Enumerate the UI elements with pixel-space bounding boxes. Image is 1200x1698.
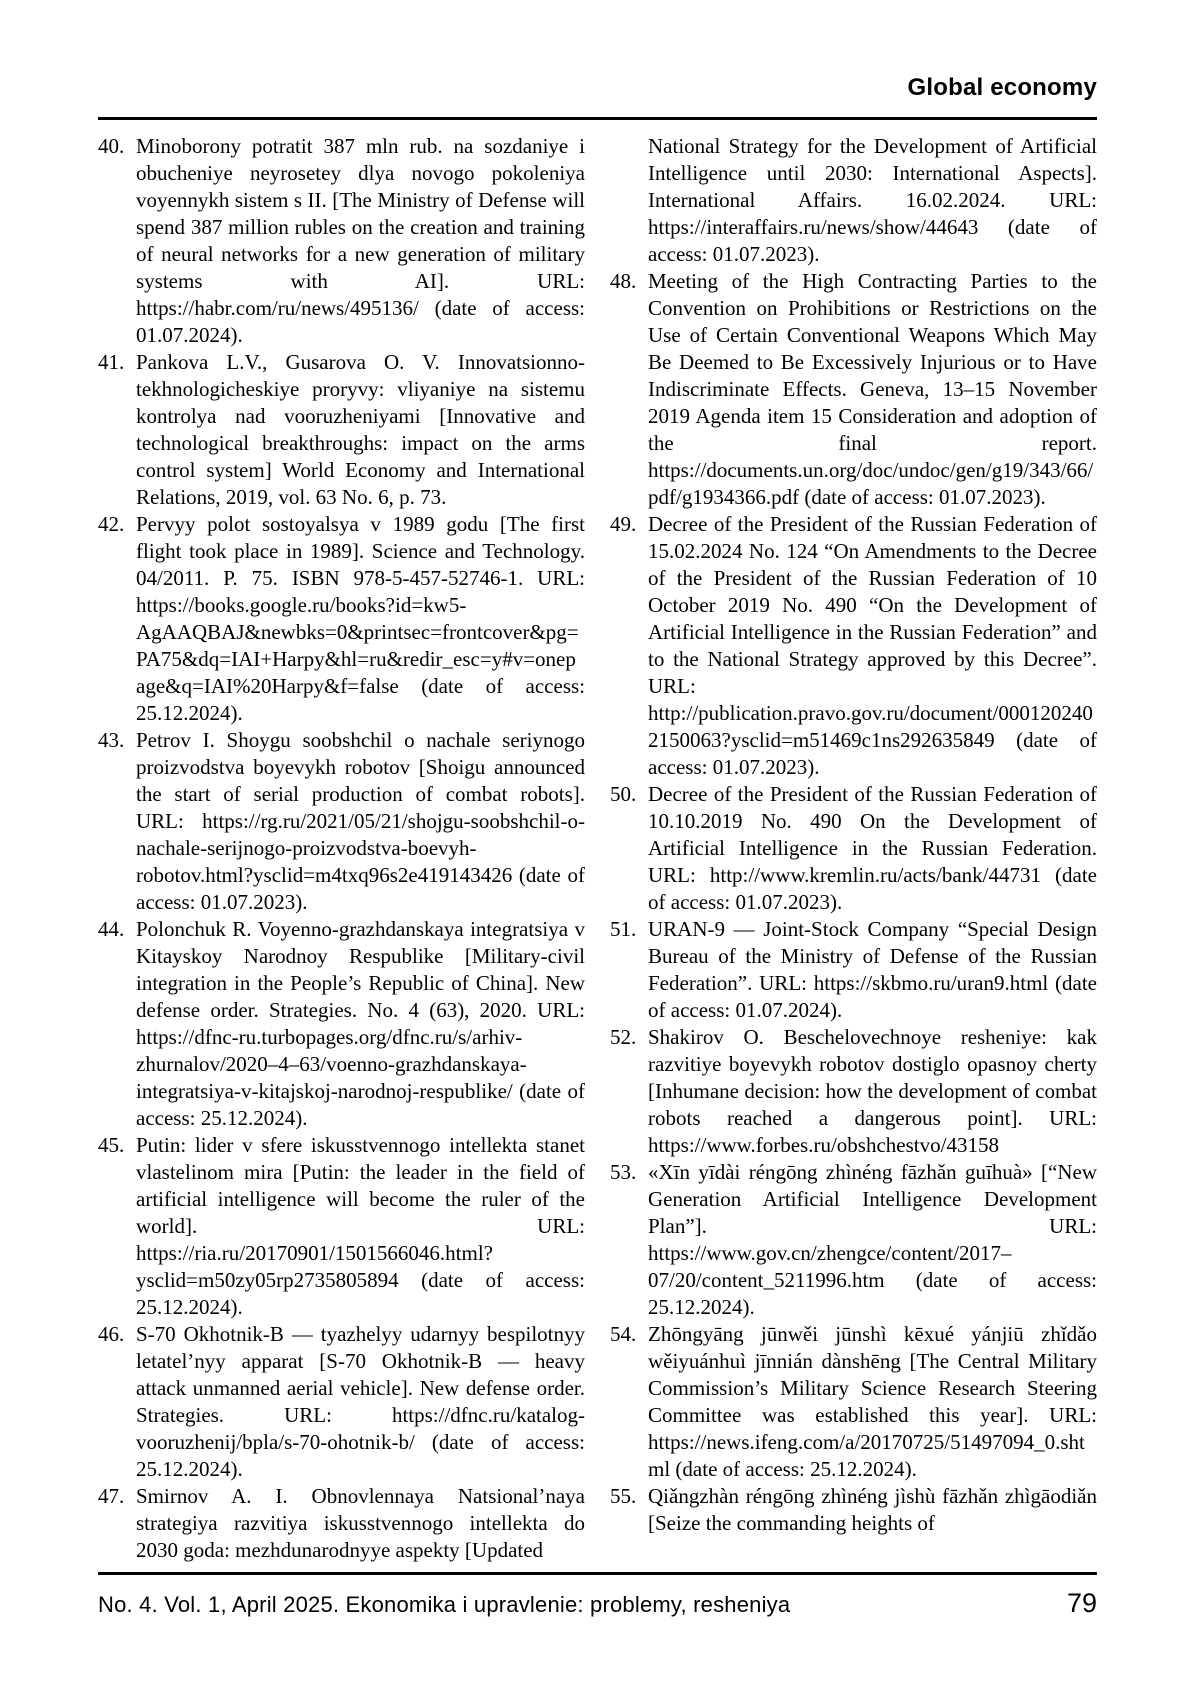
reference-number: 43. <box>98 728 125 752</box>
reference-text: Qiǎngzhàn réngōng zhìnéng jìshù fāzhǎn zhìgāodiǎn [Seize the commanding heights of <box>648 1484 1097 1535</box>
section-title: Global economy <box>907 74 1097 101</box>
header-divider <box>98 117 1097 120</box>
reference-item-43 <box>98 727 585 916</box>
reference-item-42 <box>98 511 585 727</box>
reference-text: «Xīn yīdài réngōng zhìnéng fāzhǎn guīhuà» [“New Generation Artificial Intelligence Development Plan”]. URL: https://www.gov.cn/zhengce/content/2017–07/20/content_5211996.htm (date of access: 25.12.2024). <box>648 1160 1097 1319</box>
reference-text: National Strategy for the Development of Artificial Intelligence until 2030: International Aspects]. International Affairs. 16.02.2024. URL: https://interaffairs.ru/news/show/44643 (date of access: 01.07.2023). <box>648 134 1097 266</box>
reference-number: 45. <box>98 1133 125 1157</box>
reference-item-47-continuation <box>610 133 1097 268</box>
reference-number: 51. <box>610 917 637 941</box>
reference-item-55 <box>610 1483 1097 1537</box>
reference-text: Minoborony potratit 387 mln rub. na sozdaniye i obucheniye neyrosetey dlya novogo pokoleniya voyennykh sistem s II. [The Ministry of Defense will spend 387 million rubles on the creation and training of neural networks for a new generation of military systems with AI]. URL: https://habr.com/ru/news/495136/ (date of access: 01.07.2024). <box>136 134 585 347</box>
reference-text: Smirnov A. I. Obnovlennaya Natsional’naya strategiya razvitiya iskusstvennogo intellekta do 2030 goda: mezhdunarodnyye aspekty [Updated <box>136 1484 585 1562</box>
page-footer <box>98 1588 1097 1619</box>
reference-item-54 <box>610 1321 1097 1483</box>
reference-item-44 <box>98 916 585 1132</box>
reference-item-46 <box>98 1321 585 1483</box>
reference-number: 48. <box>610 269 637 293</box>
journal-issue-line: No. 4. Vol. 1, April 2025. Ekonomika i upravlenie: problemy, resheniya <box>98 1592 791 1617</box>
reference-text: S-70 Okhotnik-B — tyazhelyy udarnyy bespilotnyy letatel’nyy apparat [S-70 Okhotnik-B — heavy attack unmanned aerial vehicle]. New defense order. Strategies. URL: https://dfnc.ru/katalog-vooruzhenij/bpla/s-70-ohotnik-b/ (date of access: 25.12.2024). <box>136 1322 585 1481</box>
reference-item-52 <box>610 1024 1097 1159</box>
reference-number: 44. <box>98 917 125 941</box>
reference-number <box>610 133 648 268</box>
reference-number: 52. <box>610 1025 637 1049</box>
reference-item-45 <box>98 1132 585 1321</box>
reference-item-40 <box>98 133 585 349</box>
reference-item-53 <box>610 1159 1097 1321</box>
reference-item-41 <box>98 349 585 511</box>
page-number: 79 <box>1066 1588 1097 1618</box>
reference-text: Polonchuk R. Voyenno-grazhdanskaya integratsiya v Kitayskoy Narodnoy Respublike [Military-civil integration in the People’s Republic of China]. New defense order. Strategies. No. 4 (63), 2020. URL: https://dfnc-ru.turbopages.org/dfnc.ru/s/arhiv-zhurnalov/2020–4–63/voenno-grazhdanskaya-integratsiya-v-kitajskoj-narodnoj-respublike/ (date of access: 25.12.2024). <box>136 917 585 1130</box>
references-left-column <box>98 133 585 1564</box>
reference-number: 55. <box>610 1484 637 1508</box>
reference-text: Zhōngyāng jūnwěi jūnshì kēxué yánjiū zhǐdǎo wěiyuánhuì jīnnián dànshēng [The Central Military Commission’s Military Science Research Steering Committee was established this year]. URL: https://news.ifeng.com/a/20170725/51497094_0.shtml (date of access: 25.12.2024). <box>648 1322 1097 1481</box>
reference-number: 42. <box>98 512 125 536</box>
reference-text: Shakirov O. Beschelovechnoye resheniye: kak razvitiye boyevykh robotov dostiglo opasnoy cherty [Inhumane decision: how the development of combat robots reached a dangerous point]. URL: https://www.forbes.ru/obshchestvo/43158 <box>648 1025 1097 1157</box>
reference-number: 54. <box>610 1322 637 1346</box>
reference-item-47 <box>98 1483 585 1564</box>
footer-divider <box>98 1572 1097 1575</box>
references-right-column <box>610 133 1097 1564</box>
reference-number: 41. <box>98 350 125 374</box>
reference-text: URAN-9 — Joint-Stock Company “Special Design Bureau of the Ministry of Defense of the Russian Federation”. URL: https://skbmo.ru/uran9.html (date of access: 01.07.2024). <box>648 917 1097 1022</box>
reference-number: 47. <box>98 1484 125 1508</box>
reference-text: Meeting of the High Contracting Parties to the Convention on Prohibitions or Restrictions on the Use of Certain Conventional Weapons Which May Be Deemed to Be Excessively Injurious or to Have Indiscriminate Effects. Geneva, 13–15 November 2019 Agenda item 15 Consideration and adoption of the final report. https://documents.un.org/doc/undoc/gen/g19/343/66/pdf/g1934366.pdf (date of access: 01.07.2023). <box>648 269 1097 509</box>
reference-text: Petrov I. Shoygu soobshchil o nachale seriynogo proizvodstva boyevykh robotov [Shoigu announced the start of serial production of combat robots]. URL: https://rg.ru/2021/05/21/shojgu-soobshchil-o-nachale-serijnogo-proizvodstva-boevyh-robotov.html?ysclid=m4txq96s2e419143426 (date of access: 01.07.2023). <box>136 728 585 914</box>
reference-item-49 <box>610 511 1097 781</box>
reference-number: 53. <box>610 1160 637 1184</box>
reference-text: Pervyy polot sostoyalsya v 1989 godu [The first flight took place in 1989]. Science and Technology. 04/2011. P. 75. ISBN 978-5-457-52746-1. URL: https://books.google.ru/books?id=kw5-AgAAQBAJ&newbks=0&printsec=frontcover&pg=PA75&dq=IAI+Harpy&hl=ru&redir_esc=y#v=onepage&q=IAI%20Harpy&f=false (date of access: 25.12.2024). <box>136 512 585 725</box>
reference-item-51 <box>610 916 1097 1024</box>
reference-item-50 <box>610 781 1097 916</box>
reference-text: Putin: lider v sfere iskusstvennogo intellekta stanet vlastelinom mira [Putin: the leader in the field of artificial intelligence will become the ruler of the world]. URL: https://ria.ru/20170901/1501566046.html?ysclid=m50zy05rp2735805894 (date of access: 25.12.2024). <box>136 1133 585 1319</box>
reference-number: 50. <box>610 782 637 806</box>
reference-item-48 <box>610 268 1097 511</box>
references-list <box>98 133 1097 1564</box>
reference-text: Pankova L.V., Gusarova O. V. Innovatsionno-tekhnologicheskiye proryvy: vliyaniye na sistemu kontrolya nad vooruzheniyami [Innovative and technological breakthroughs: impact on the arms control system] World Economy and International Relations, 2019, vol. 63 No. 6, p. 73. <box>136 350 585 509</box>
reference-number: 40. <box>98 134 125 158</box>
reference-number: 46. <box>98 1322 125 1346</box>
reference-text: Decree of the President of the Russian Federation of 15.02.2024 No. 124 “On Amendments to the Decree of the President of the Russian Federation of 10 October 2019 No. 490 “On the Development of Artificial Intelligence in the Russian Federation” and to the National Strategy approved by this Decree”. URL: http://publication.pravo.gov.ru/document/0001202402150063?ysclid=m51469c1ns292635849 (date of access: 01.07.2023). <box>648 512 1097 779</box>
reference-text: Decree of the President of the Russian Federation of 10.10.2019 No. 490 On the Development of Artificial Intelligence in the Russian Federation. URL: http://www.kremlin.ru/acts/bank/44731 (date of access: 01.07.2023). <box>648 782 1097 914</box>
reference-number: 49. <box>610 512 637 536</box>
